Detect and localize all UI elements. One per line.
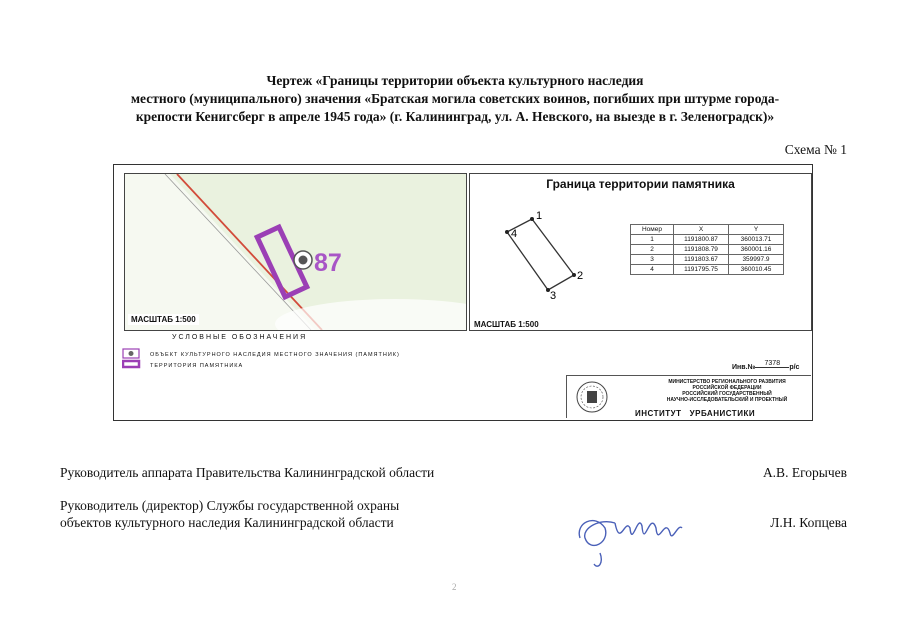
- title-line-2: местного (муниципального) значения «Братская могила советских воинов, погибших при штурме города-: [130, 91, 780, 106]
- table-cell: 360010.45: [729, 265, 784, 275]
- ministry-line-3: РОССИЙСКИЙ ГОСУДАРСТВЕННЫЙ: [682, 391, 772, 397]
- inventory-number: [732, 360, 800, 372]
- table-cell: 3: [631, 255, 674, 265]
- point-label-2: 2: [577, 270, 584, 282]
- legend-item-object: ОБЪЕКТ КУЛЬТУРНОГО НАСЛЕДИЯ МЕСТНОГО ЗНАЧЕНИЯ (ПАМЯТНИК): [150, 352, 400, 358]
- title-line-3: крепости Кенигсберг в апреле 1945 года» (г. Калининград, ул. А. Невского, на выезде в г. Зеленоградск)»: [135, 109, 775, 124]
- table-cell: 360013.71: [729, 235, 784, 245]
- table-row: [631, 255, 784, 265]
- point-label-1: 1: [536, 210, 543, 222]
- table-cell: 1: [631, 235, 674, 245]
- table-cell: 360001.16: [729, 245, 784, 255]
- table-row: [631, 235, 784, 245]
- institute-stamp: [566, 375, 811, 418]
- title-line-1: Чертеж «Границы территории объекта культурного наследия: [266, 73, 644, 88]
- coordinates-table: [630, 224, 784, 275]
- table-cell: 2: [631, 245, 674, 255]
- table-header: Y: [729, 225, 784, 235]
- map-white-area: [125, 174, 315, 330]
- ministry-line-1: МИНИСТЕРСТВО РЕГИОНАЛЬНОГО РАЗВИТИЯ: [668, 379, 786, 385]
- monument-symbol-dot: [299, 256, 308, 265]
- left-scale-label: МАСШТАБ 1:500: [128, 314, 199, 325]
- institute-name: ИНСТИТУТ УРБАНИСТИКИ: [635, 409, 756, 418]
- signer-2-position-line-2: объектов культурного наследия Калининградской области: [60, 515, 394, 530]
- inv-number: 7378: [755, 360, 789, 368]
- boundary-point-4: [505, 230, 509, 234]
- ministry-line-2: РОССИЙСКОЙ ФЕДЕРАЦИИ: [692, 385, 762, 391]
- boundary-map: [469, 173, 812, 331]
- table-cell: 1191803.67: [674, 255, 729, 265]
- point-label-4: 4: [511, 228, 518, 240]
- table-cell: 1191800.87: [674, 235, 729, 245]
- point-label-3: 3: [550, 290, 557, 302]
- signer-1-position: Руководитель аппарата Правительства Калининградской области: [60, 465, 435, 480]
- object-number: 87: [314, 249, 342, 277]
- ministry-text: [647, 379, 807, 403]
- map-light-patch: [275, 299, 466, 330]
- legend-territory-icon: [123, 361, 139, 367]
- table-row: [631, 245, 784, 255]
- signer-2-name: Л.Н. Копцева: [770, 515, 847, 530]
- table-cell: 1191795.75: [674, 265, 729, 275]
- page-number: 2: [452, 582, 457, 592]
- schema-label: Схема № 1: [784, 142, 847, 157]
- signer-1-name: А.В. Егорычев: [762, 465, 847, 480]
- location-map: [124, 173, 467, 331]
- legend-symbols: [122, 348, 142, 370]
- boundary-point-1: [530, 217, 534, 221]
- ministry-line-4: НАУЧНО-ИССЛЕДОВАТЕЛЬСКИЙ И ПРОЕКТНЫЙ: [666, 397, 788, 403]
- table-cell: 1191808.79: [674, 245, 729, 255]
- drawing-frame: [113, 164, 813, 421]
- signer-2-position-line-1: Руководитель (директор) Службы государственной охраны: [60, 498, 400, 513]
- handwritten-signature: [570, 498, 690, 578]
- table-header: X: [674, 225, 729, 235]
- legend-heading: УСЛОВНЫЕ ОБОЗНАЧЕНИЯ: [172, 334, 308, 341]
- table-header-row: [631, 225, 784, 235]
- table-cell: 359997.9: [729, 255, 784, 265]
- boundary-map-title: Граница территории памятника: [546, 177, 735, 191]
- table-row: [631, 265, 784, 275]
- right-scale-label: МАСШТАБ 1:500: [471, 319, 542, 330]
- location-map-drawing: [125, 174, 466, 330]
- table-header: Номер: [631, 225, 674, 235]
- legend-item-territory: ТЕРРИТОРИЯ ПАМЯТНИКА: [150, 363, 244, 369]
- institute-logo-icon: [575, 380, 609, 414]
- legend-object-dot: [129, 351, 134, 356]
- inv-label: Инв.№: [732, 364, 756, 371]
- inv-suffix: р/с: [789, 364, 800, 371]
- table-cell: 4: [631, 265, 674, 275]
- boundary-point-2: [572, 273, 576, 277]
